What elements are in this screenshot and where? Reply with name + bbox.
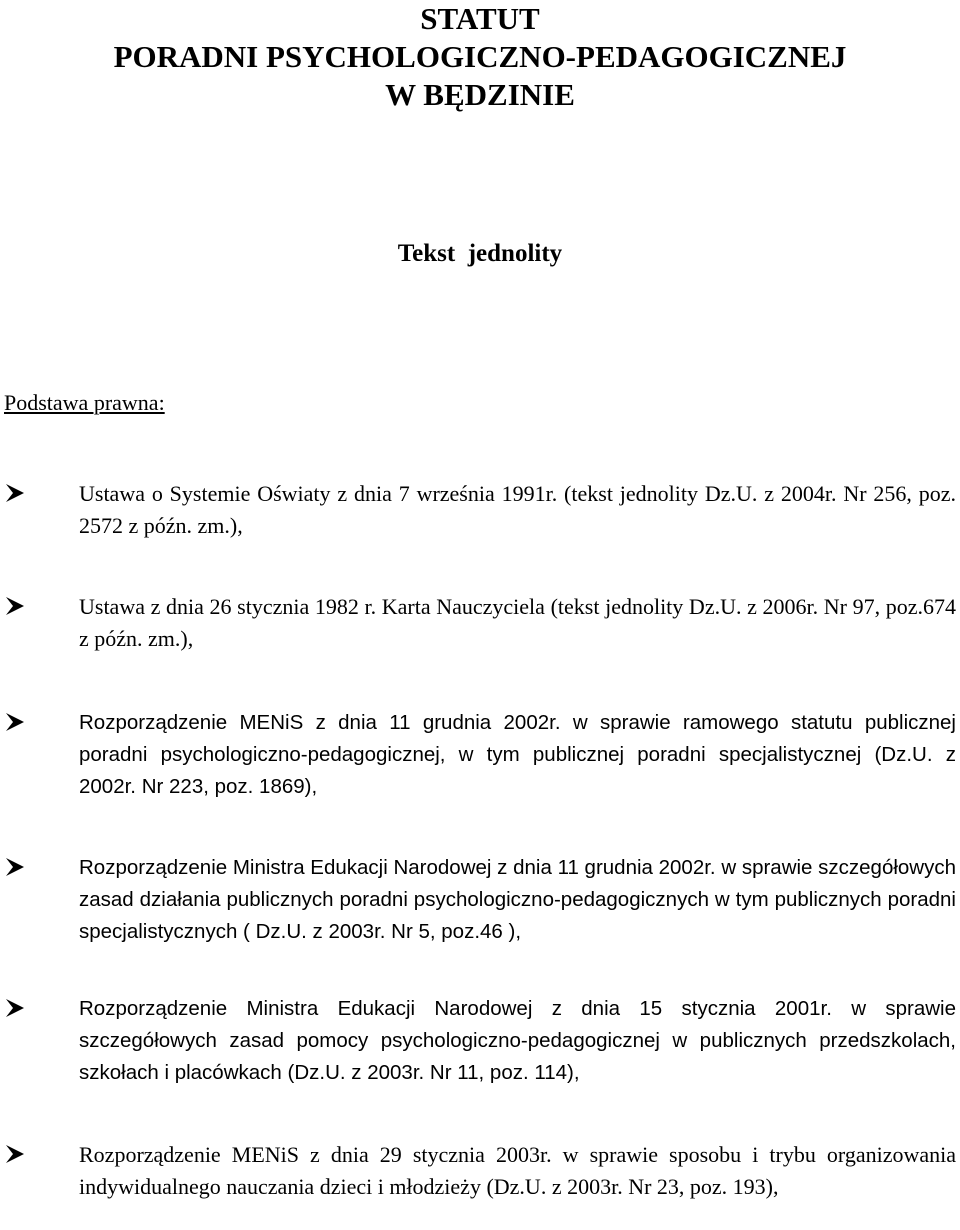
title-line-2: PORADNI PSYCHOLOGICZNO-PEDAGOGICZNEJ [113, 39, 847, 74]
legal-basis-label: Podstawa prawna: [4, 390, 165, 415]
document-subtitle: Tekst jednolity [397, 240, 563, 267]
arrowhead-bullet-icon [4, 596, 26, 616]
document-title [0, 0, 960, 114]
arrowhead-bullet-icon [4, 483, 26, 503]
legal-basis-item-text: Ustawa z dnia 26 stycznia 1982 r. Karta Nauczyciela (tekst jednolity Dz.U. z 2006r. Nr 97, poz.674 z późn. zm.), [79, 594, 956, 651]
title-line-3: W BĘDZINIE [385, 77, 575, 112]
title-line-1: STATUT [420, 1, 540, 36]
legal-basis-item-text: Rozporządzenie MENiS z dnia 11 grudnia 2002r. w sprawie ramowego statutu publicznej poradni psychologiczno-pedagogicznej, w tym publicznej poradni specjalistycznej (Dz.U. z 2002r. Nr 223, poz. 1869), [79, 711, 956, 798]
legal-basis-item-text: Rozporządzenie MENiS z dnia 29 stycznia 2003r. w sprawie sposobu i trybu organizowania indywidualnego nauczania dzieci i młodzieży (Dz.U. z 2003r. Nr 23, poz. 193), [79, 1142, 956, 1199]
legal-basis-item-text: Rozporządzenie Ministra Edukacji Narodowej z dnia 11 grudnia 2002r. w sprawie szczegółowych zasad działania publicznych poradni psychologiczno-pedagogicznych w tym publicznych poradni specjalistycznych ( Dz.U. z 2003r. Nr 5, poz.46 ), [79, 856, 957, 943]
arrowhead-bullet-icon [4, 712, 26, 732]
arrowhead-bullet-icon [4, 998, 26, 1018]
arrowhead-bullet-icon [4, 1144, 26, 1164]
arrowhead-bullet-icon [4, 857, 26, 877]
legal-basis-item-text: Rozporządzenie Ministra Edukacji Narodowej z dnia 15 stycznia 2001r. w sprawie szczegółowych zasad pomocy psychologiczno-pedagogicznej w publicznych przedszkolach, szkołach i placówkach (Dz.U. z 2003r. Nr 11, poz. 114), [79, 997, 956, 1084]
legal-basis-item-text: Ustawa o Systemie Oświaty z dnia 7 września 1991r. (tekst jednolity Dz.U. z 2004r. Nr 256, poz. 2572 z późn. zm.), [79, 481, 956, 538]
